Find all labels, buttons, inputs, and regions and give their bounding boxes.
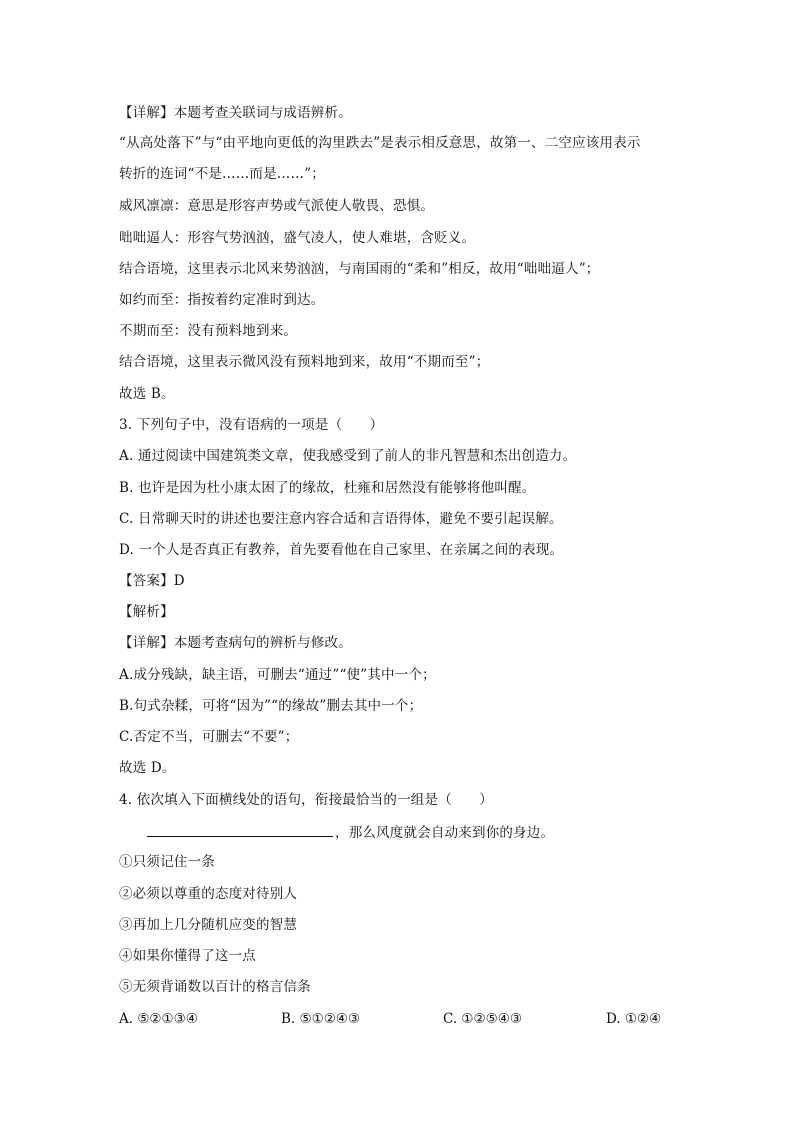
text-line: 威风凛凛：意思是形容声势或气派使人敬畏、恐惧。 [119,198,435,214]
sentence-item: ②必须以尊重的态度对待别人 [119,886,298,902]
sentence-item: ③再加上几分随机应变的智慧 [119,917,298,933]
question-4-option-c: C. ①②⑤④③ [443,1011,522,1027]
text-line: 如约而至：指按着约定准时到达。 [119,292,325,308]
text-line: 【详解】本题考查关联词与成语辨析。 [119,105,352,121]
text-line: 不期而至：没有预料地到来。 [119,323,298,339]
text-line: 故选 B。 [119,386,175,402]
text-line: A.成分残缺，缺主语，可删去“通过”“使”其中一个； [119,667,436,683]
text-line: 咄咄逼人：形容气势汹汹，盛气凌人，使人难堪，含贬义。 [119,230,476,246]
analysis-label: 【解析】 [119,604,174,620]
question-4-stem: 4. 依次填入下面横线处的语句，衔接最恰当的一组是（ ） [119,792,493,808]
question-3-option-d: D. 一个人是否真正有教养，首先要看他在自己家里、在亲属之间的表现。 [119,542,564,558]
answer-label: 【答案】D [119,573,185,589]
text-line: 【详解】本题考查病句的辨析与修改。 [119,635,352,651]
question-4-option-d: D. ①②④ [606,1011,662,1027]
question-3-option-c: C. 日常聊天时的讲述也要注意内容合适和言语得体，避免不要引起误解。 [119,511,563,527]
question-3-option-b: B. 也许是因为杜小康太困了的缘故，杜雍和居然没有能够将他叫醒。 [119,480,536,496]
text-line: C.否定不当，可删去“不要”； [119,729,299,745]
question-4-option-b: B. ⑤①②④③ [281,1011,361,1027]
fill-blank [147,822,333,837]
sentence-item: ①只须记住一条 [119,854,215,870]
text-line: 结合语境，这里表示微风没有预料地到来，故用“不期而至”； [119,354,490,370]
text-line: 故选 D。 [119,760,176,776]
sentence-item: ⑤无须背诵数以百计的格言信条 [119,979,311,995]
question-3-stem: 3. 下列句子中，没有语病的一项是（ ） [119,417,384,433]
text-line: B.句式杂糅，可将“因为”“的缘故”删去其中一个； [119,698,423,714]
sentence-item: ④如果你懂得了这一点 [119,948,256,964]
text-line: 转折的连词“不是……而是……”； [119,166,326,182]
question-4-option-a: A. ⑤②①③④ [119,1011,198,1027]
fill-in-sentence [147,822,554,842]
text-line: 结合语境，这里表示北风来势汹汹，与南国雨的“柔和”相反，故用“咄咄逼人”； [119,261,600,277]
question-3-option-a: A. 通过阅读中国建筑类文章，使我感受到了前人的非凡智慧和杰出创造力。 [119,448,577,464]
text-line: “从高处落下”与“由平地向更低的沟里跌去”是表示相反意思，故第一、二空应该用表示 [119,135,641,151]
fill-sentence-tail: ，那么风度就会自动来到你的身边。 [335,825,555,841]
